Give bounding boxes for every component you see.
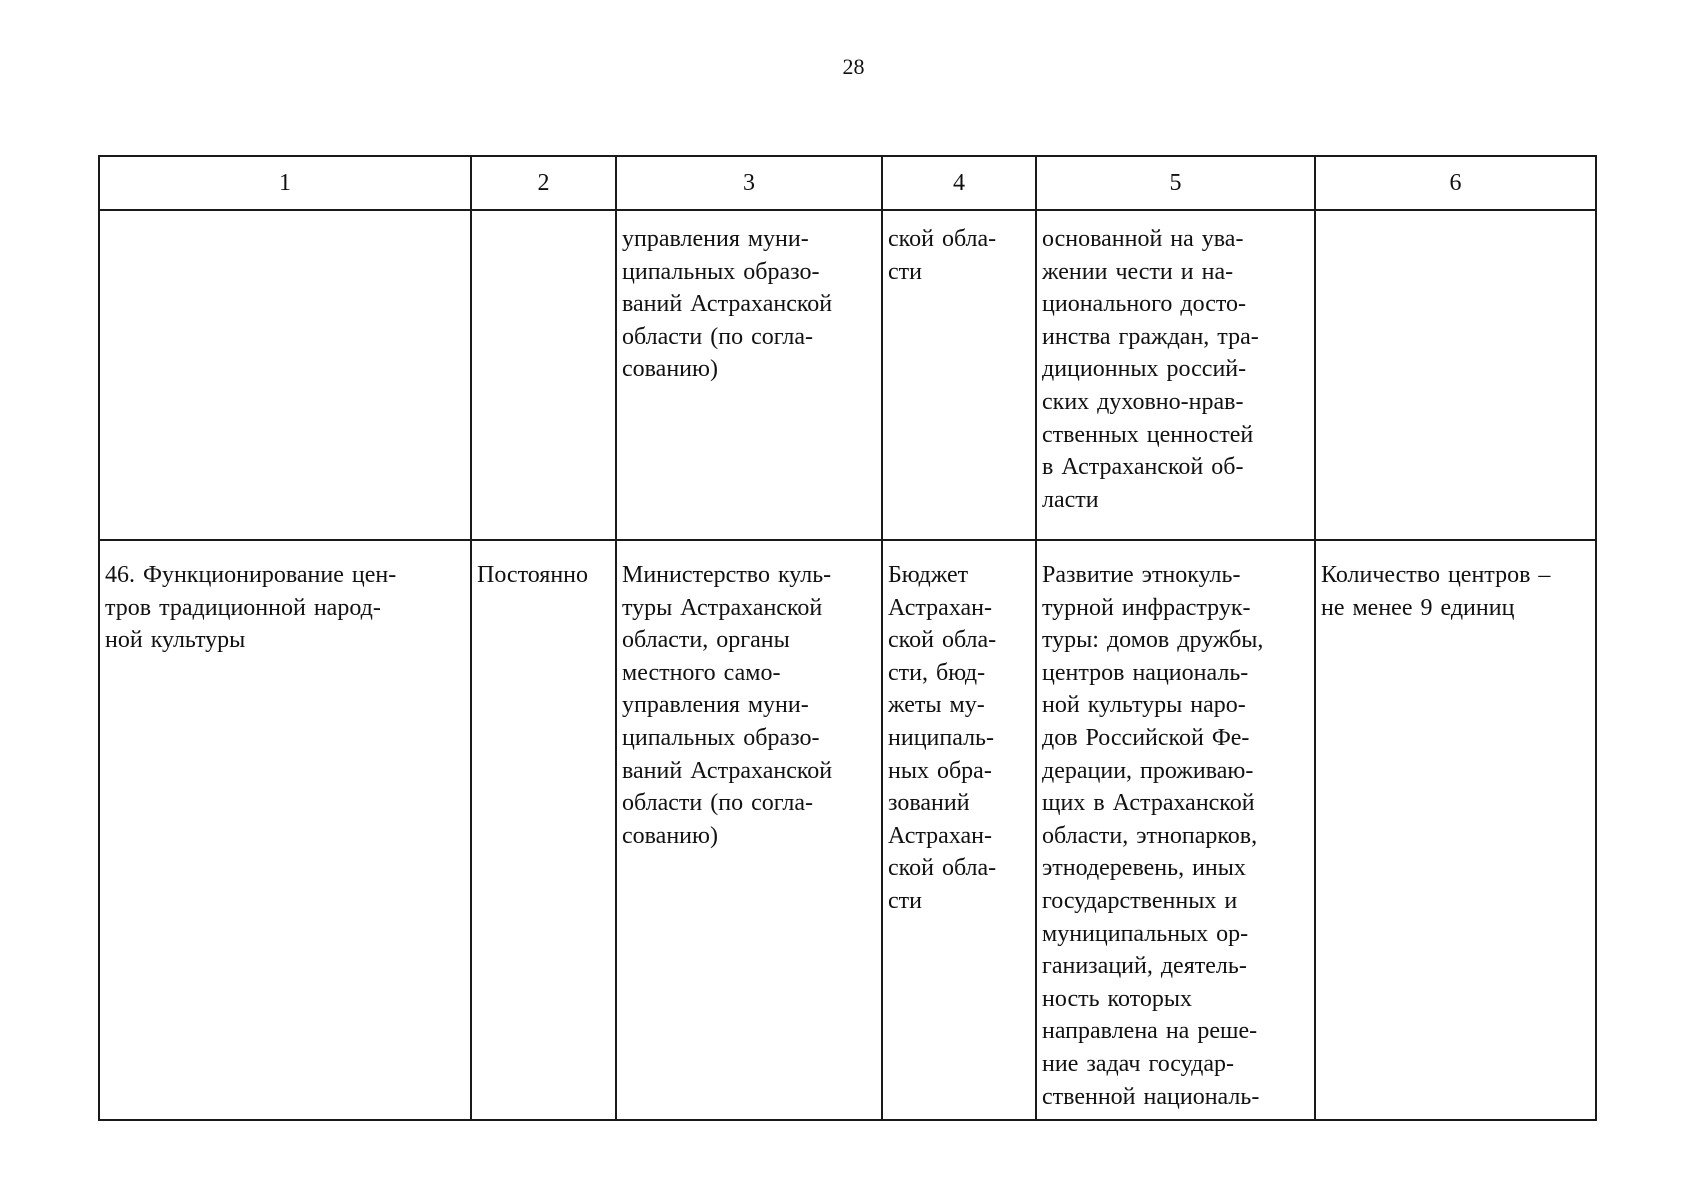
table-cell [616,540,882,1120]
table-cell [471,210,616,540]
table-cell [99,210,471,540]
table-cell [471,540,616,1120]
page-number: 28 [842,54,865,79]
cell-text: Министерство куль- туры Астраханской области, органы местного само- управления муни- ципальных образо- ваний Астраханской области (по согла- сованию) [622,562,833,849]
cell-text: Бюджет Астрахан- ской обла- сти, бюд- жеты му- ниципаль- ных обра- зований Астрахан- ской обла- сти [888,562,997,914]
column-header: 6 [1315,156,1596,210]
cell-text: 46. Функционирование цен- тров традиционной народ- ной культуры [105,562,397,654]
measures-table [98,155,1597,1121]
cell-text: управления муни- ципальных образо- ваний Астраханской области (по согла- сованию) [622,226,833,383]
table-cell [1315,540,1596,1120]
column-header: 3 [616,156,882,210]
cell-text: Количество центров – не менее 9 единиц [1321,562,1551,621]
column-header: 1 [99,156,471,210]
table-cell [1036,540,1315,1120]
table-cell [1036,210,1315,540]
table-cell [1315,210,1596,540]
table-cell [616,210,882,540]
table-cell [99,540,471,1120]
table-cell [882,540,1036,1120]
column-header: 2 [471,156,616,210]
table-header-row [99,156,1596,210]
column-header: 4 [882,156,1036,210]
cell-text: Развитие этнокуль- турной инфраструк- туры: домов дружбы, центров националь- ной культуры наро- дов Российской Фе- дерации, проживаю- щих в Астраханской области, этнопарков, этнодеревень, иных государственных и муниципальных ор- ганизаций, деятель- ность которых направлена на реше- ние задач государ- ственной националь- [1042,562,1264,1110]
cell-text: ской обла- сти [888,226,997,285]
table-row [99,210,1596,540]
table-row [99,540,1596,1120]
cell-text: основанной на ува- жении чести и на- ционального досто- инства граждан, тра- диционных россий- ских духовно-нрав- ственных ценностей в Астраханской об- ласти [1042,226,1259,513]
cell-text: Постоянно [477,562,589,588]
table-cell [882,210,1036,540]
column-header: 5 [1036,156,1315,210]
